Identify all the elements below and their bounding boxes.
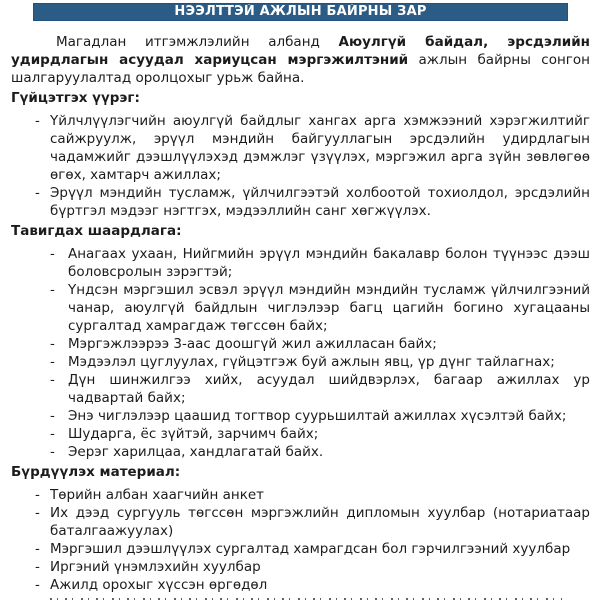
bullet-dash: -: [35, 505, 40, 521]
section-heading-materials: Бүрдүүлэх материал:: [11, 464, 181, 480]
list-item: [11, 443, 590, 461]
section-heading-requirements: Тавигдах шаардлага:: [11, 223, 182, 239]
list-item-text: Шударга, ёс зүйтэй, зарчимч байх;: [68, 426, 319, 442]
bullet-dash: -: [35, 541, 40, 557]
list-item-text: Үйлчлүүлэгчийн аюулгүй байдлыг хангах арга хэмжээний хэрэгжилтийг сайжруулж, эрүүл мэндийн байгууллагын эрсдэлийн удирдлагын чадамжийг дээшлүүлэхэд дэмжлэг үзүүлэх, мэргэжил арга зүйн зөвлөгөө өгөх, хамтарч ажиллах;: [50, 113, 590, 183]
duties-list: [11, 112, 590, 220]
bullet-dash: -: [35, 559, 40, 575]
list-item-text: Их дээд сургууль төгссөн мэргэжлийн дипломын хуулбар (нотариатаар баталгаажуулах): [50, 505, 590, 539]
list-item-text: Ажилд орохыг хүссэн өргөдөл: [50, 577, 268, 593]
bullet-dash: -: [35, 577, 40, 593]
list-item-text: Дүн шинжилгээ хийх, асуудал шийдвэрлэх, багаар ажиллах ур чадвартай байх;: [68, 372, 590, 406]
list-item: [11, 558, 590, 576]
intro-prefix: Магадлан итгэмжлэлийн албанд: [56, 34, 339, 50]
bullet-dash: -: [50, 372, 55, 388]
list-item-text: Иргэний үнэмлэхийн хуулбар: [50, 559, 261, 575]
bullet-dash: -: [50, 426, 55, 442]
list-item-text: Төрийн албан хаагчийн анкет: [50, 487, 265, 503]
list-item: [11, 407, 590, 425]
intro-paragraph: [11, 33, 590, 87]
intro-bold-position-name: Аюулгүй байдал, эрсдэлийн удирдлагын асуудал хариуцсан мэргэжилтэний: [11, 34, 590, 68]
bullet-dash: -: [50, 444, 55, 460]
bullet-dash: -: [35, 113, 40, 129]
list-item: [11, 245, 590, 281]
intro-suffix: ажлын байрны сонгон шалгаруулалтад оролцохыг урьж байна.: [11, 52, 590, 86]
materials-list: [11, 486, 590, 594]
list-item-text: Анагаах ухаан, Нийгмийн эрүүл мэндийн бакалавр болон түүнээс дээш боловсролын зэрэгтэй;: [68, 246, 590, 280]
list-item-text: Эрүүл мэндийн тусламж, үйлчилгээтэй холбоотой тохиолдол, эрсдэлийн бүртгэл мэдээг нэгтгэх, мэдээллийн санг хөгжүүлэх.: [50, 185, 590, 219]
list-item: [11, 504, 590, 540]
list-item: [11, 540, 590, 558]
list-item: [11, 371, 590, 407]
list-item-text: Мэдээлэл цуглуулах, гүйцэтгэж буй ажлын явц, үр дүнг тайлагнах;: [68, 354, 555, 370]
list-item-text: Энэ чиглэлээр цаашид тогтвор суурьшилтай ажиллах хүсэлтэй байх;: [68, 408, 567, 424]
bullet-dash: -: [35, 487, 40, 503]
list-item: [11, 281, 590, 335]
bullet-dash: -: [50, 354, 55, 370]
list-item: [11, 112, 590, 184]
bullet-dash: -: [35, 185, 40, 201]
list-item-text: Үндсэн мэргэшил эсвэл эрүүл мэндийн мэндийн тусламж үйлчилгээний чанар, аюулгүй байдлын чиглэлээр багц цагийн богино хугацааны сургалтад хамрагдаж төгссөн байх;: [68, 282, 590, 334]
requirements-list: [11, 245, 590, 461]
list-item-text: Мэргэжлээрээ 3-аас доошгүй жил ажилласан байх;: [68, 336, 437, 352]
page-title: НЭЭЛТТЭЙ АЖЛЫН БАЙРНЫ ЗАР: [174, 4, 427, 19]
section-heading-duties: Гүйцэтгэх үүрэг:: [11, 90, 140, 106]
list-item: [11, 425, 590, 443]
list-item: [11, 486, 590, 504]
list-item-text: Мэргэшил дээшлүүлэх сургалтад хамрагдсан бол гэрчилгээний хуулбар: [50, 541, 571, 557]
bullet-dash: -: [50, 282, 55, 298]
list-item: [11, 576, 590, 594]
list-item: [11, 335, 590, 353]
list-item: [11, 184, 590, 220]
list-item-text: Эерэг харилцаа, хандлагатай байх.: [68, 444, 324, 460]
bullet-dash: -: [50, 336, 55, 352]
title-bar: [33, 3, 568, 21]
bullet-dash: -: [50, 246, 55, 262]
bullet-dash: -: [50, 408, 55, 424]
list-item: [11, 353, 590, 371]
